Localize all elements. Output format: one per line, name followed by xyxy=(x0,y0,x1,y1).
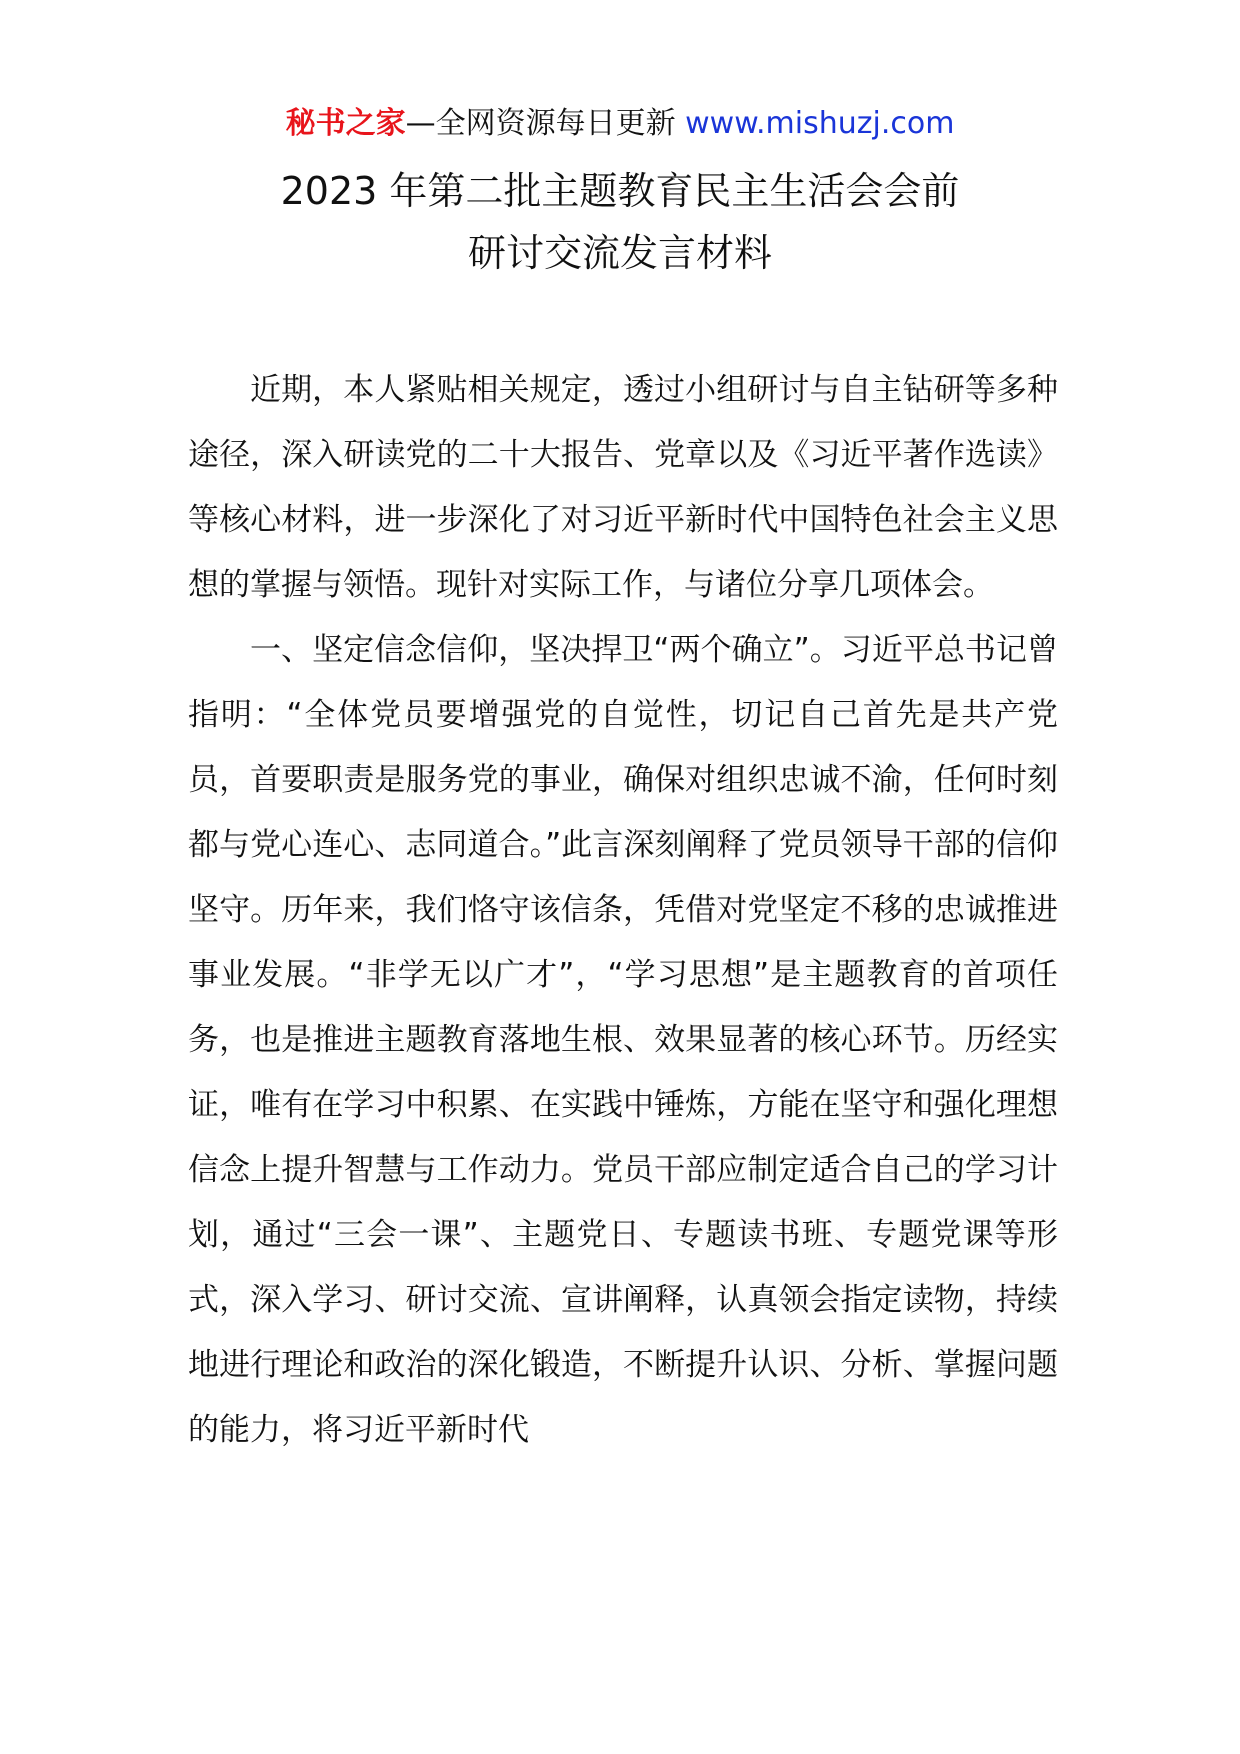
site-header xyxy=(0,102,1240,146)
document-body xyxy=(188,358,1058,1463)
paragraph-section-one: 一、坚定信念信仰，坚决捍卫“两个确立”。习近平总书记曾指明：“全体党员要增强党的自觉性，切记自己首先是共产党员，首要职责是服务党的事业，确保对组织忠诚不渝，任何时刻都与党心连心、志同道合。”此言深刻阐释了党员领导干部的信仰坚守。历年来，我们恪守该信条，凭借对党坚定不移的忠诚推进事业发展。“非学无以广才”，“学习思想”是主题教育的首项任务，也是推进主题教育落地生根、效果显著的核心环节。历经实证，唯有在学习中积累、在实践中锤炼，方能在坚守和强化理想信念上提升智慧与工作动力。党员干部应制定适合自己的学习计划，通过“三会一课”、主题党日、专题读书班、专题党课等形式，深入学习、研讨交流、宣讲阐释，认真领会指定读物，持续地进行理论和政治的深化锻造，不断提升认识、分析、掌握问题的能力，将习近平新时代 xyxy=(188,632,1058,1448)
document-title xyxy=(0,160,1240,284)
site-tagline: —全网资源每日更新 xyxy=(405,106,686,141)
site-url-link[interactable]: www.mishuzj.com xyxy=(685,106,955,141)
document-title-line-2: 研讨交流发言材料 xyxy=(467,231,772,275)
paragraph-intro: 近期，本人紧贴相关规定，透过小组研讨与自主钻研等多种途径，深入研读党的二十大报告、党章以及《习近平著作选读》等核心材料，进一步深化了对习近平新时代中国特色社会主义思想的掌握与领悟。现针对实际工作，与诸位分享几项体会。 xyxy=(188,372,1058,603)
site-brand: 秘书之家 xyxy=(285,106,406,141)
document-title-line-1: 2023 年第二批主题教育民主生活会会前 xyxy=(280,169,960,213)
